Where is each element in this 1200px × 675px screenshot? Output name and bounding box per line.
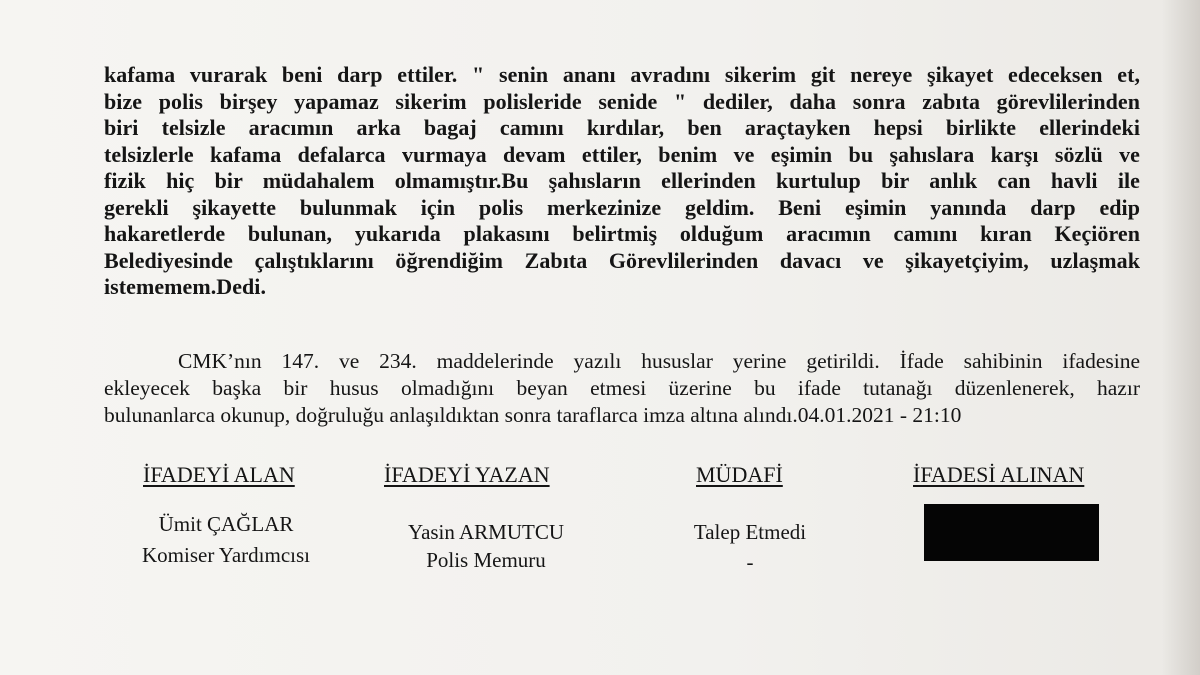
statement-line: telsizlerle kafama defalarca vurmaya devam ettiler, benim ve eşimin bu şahıslara karşı sözlü ve	[104, 141, 1140, 167]
redacted-signature-box	[924, 504, 1099, 561]
statement-line: gerekli şikayette bulunmak için polis merkezinize geldim. Beni eşimin yanında darp edip	[104, 194, 1140, 220]
statement-line: kafama vurarak beni darp ettiler. " senin ananı avradını sikerim git nereye şikayet edeceksen et,	[104, 62, 1140, 87]
statement-line: istememem.Dedi.	[104, 274, 267, 299]
signature-heading-counsel: MÜDAFİ	[696, 462, 783, 487]
statement-line: bize polis birşey yapamaz sikerim polisleride senide " dediler, daha sonra zabıta görevlilerinden	[104, 88, 1140, 114]
signer-title-writer: Polis Memuru	[426, 548, 546, 572]
closing-line: ekleyecek başka bir husus olmadığını beyan etmesi üzerine bu ifade tutanağı düzenlenerek, hazır	[104, 376, 1140, 400]
signer-name-writer: Yasin ARMUTCU	[408, 520, 564, 544]
signature-heading-taker: İFADEYİ ALAN	[143, 462, 295, 487]
closing-line: CMK’nın 147. ve 234. maddelerinde yazılı hususlar yerine getirildi. İfade sahibinin ifadesine	[178, 349, 1140, 373]
counsel-dash: -	[746, 550, 754, 574]
signer-name-taker: Ümit ÇAĞLAR	[158, 512, 294, 536]
statement-line: biri telsizle aracımın arka bagaj camını kırdılar, ben araçtayken hepsi birlikte ellerindeki	[104, 115, 1140, 140]
statement-text	[104, 62, 1140, 301]
closing-paragraph	[104, 348, 1140, 429]
counsel-status: Talep Etmedi	[693, 520, 807, 544]
signature-heading-deponent: İFADESİ ALINAN	[913, 462, 1085, 487]
statement-line: fizik hiç bir müdahalem olmamıştır.Bu şahısların ellerinden kurtulup bir anlık can havli ile	[104, 168, 1140, 193]
statement-line: hakaretlerde bulunan, yukarıda plakasını belirtmiş olduğum aracımın camını kıran Keçiören	[104, 221, 1140, 246]
closing-line: bulunanlarca okunup, doğruluğu anlaşıldıktan sonra taraflarca imza altına alındı.04.01.2021 - 21:10	[104, 403, 962, 427]
signer-title-taker: Komiser Yardımcısı	[142, 543, 310, 567]
statement-line: Belediyesinde çalıştıklarını öğrendiğim Zabıta Görevlilerinden davacı ve şikayetçiyim, uzlaşmak	[104, 247, 1140, 273]
page-edge-shadow	[1162, 0, 1200, 675]
signature-heading-writer: İFADEYİ YAZAN	[384, 462, 550, 487]
